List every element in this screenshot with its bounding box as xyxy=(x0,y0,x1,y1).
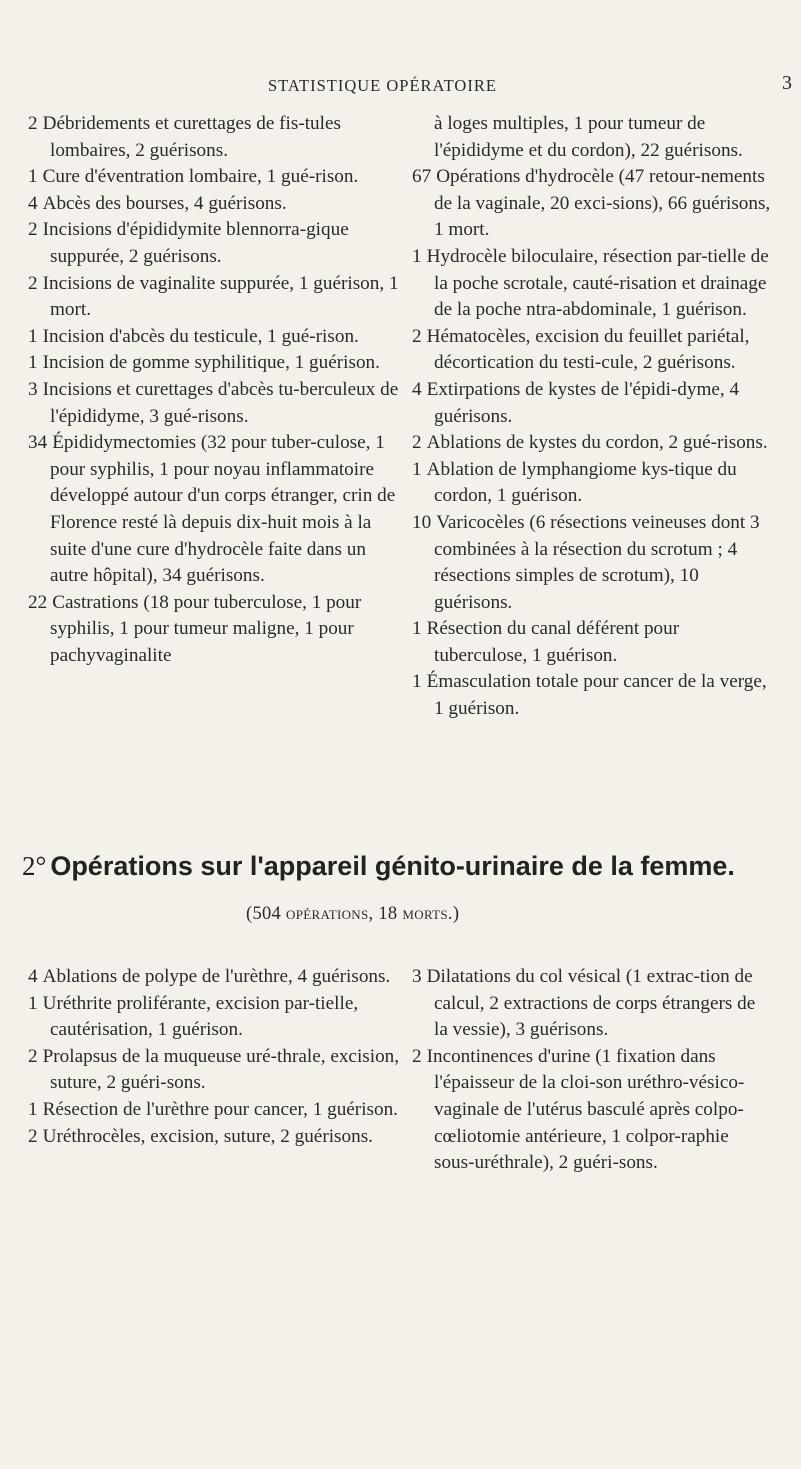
list-item: 1 Résection du canal déférent pour tuberculose, 1 guérison. xyxy=(412,618,680,666)
list-item: 3 Dilatations du col vésical (1 extrac-tion de calcul, 2 extractions de corps étrangers de la vessie), 3 guérisons. xyxy=(412,966,756,1041)
bottom-right-column xyxy=(412,964,772,1177)
list-item: 4 Extirpations de kystes de l'épidi-dyme, 4 guérisons. xyxy=(412,378,740,427)
list-item: 1 Émasculation totale pour cancer de la verge, 1 guérison. xyxy=(412,671,767,720)
list-item: 2 Uréthrocèles, excision, suture, 2 guérisons. xyxy=(28,1125,373,1147)
list-item: 34 Épididymectomies (32 pour tuber-culose, 1 pour syphilis, 1 pour noyau inflammatoire développé autour d'un corps étranger, crin de Florence resté là depuis dix-huit mois à la suite d'une cure d'hydrocèle faite dans un autre hôpital), 34 guérisons. xyxy=(28,432,396,587)
section-heading xyxy=(22,851,792,882)
list-item: 1 Incision d'abcès du testicule, 1 gué-rison. xyxy=(28,325,359,347)
list-item: 2 Incisions d'épididymite blennorra-gique suppurée, 2 guérisons. xyxy=(28,219,349,267)
top-right-column xyxy=(412,111,772,723)
list-item: 2 Incontinences d'urine (1 fixation dans l'épaisseur de la cloi-son uréthro-vésico-vaginale de l'utérus basculé après colpo-cœliotomie antérieure, 1 colpor-raphie sous-uréthrale), 2 guéri-sons. xyxy=(412,1045,745,1174)
section-ordinal: 2° xyxy=(22,851,47,881)
section-subtitle: (504 opérations, 18 morts.) xyxy=(246,904,460,924)
page-number: 3 xyxy=(782,72,792,94)
continuation-text: à loges multiples, 1 pour tumeur de l'épididyme et du cordon), 22 guérisons. xyxy=(434,113,743,161)
list-item: 2 Incisions de vaginalite suppurée, 1 guérison, 1 mort. xyxy=(28,272,399,321)
list-item: 22 Castrations (18 pour tuberculose, 1 pour syphilis, 1 pour tumeur maligne, 1 pour pachyvaginalite xyxy=(28,591,362,666)
list-item: 1 Incision de gomme syphilitique, 1 guérison. xyxy=(28,352,380,374)
list-item: 2 Ablations de kystes du cordon, 2 gué-risons. xyxy=(412,432,768,454)
list-item: 4 Abcès des bourses, 4 guérisons. xyxy=(28,192,287,214)
section-title: Opérations sur l'appareil génito-urinaire de la femme. xyxy=(50,851,735,881)
page-header xyxy=(0,72,801,106)
list-item: 1 Uréthrite proliférante, excision par-tielle, cautérisation, 1 guérison. xyxy=(28,992,359,1041)
list-item: 3 Incisions et curettages d'abcès tu-berculeux de l'épididyme, 3 gué-risons. xyxy=(28,378,399,427)
top-left-column xyxy=(28,111,402,669)
list-item: 1 Ablation de lymphangiome kys-tique du cordon, 1 guérison. xyxy=(412,458,737,507)
list-item: 2 Débridements et curettages de fis-tules lombaires, 2 guérisons. xyxy=(28,113,341,161)
list-item: 1 Hydrocèle biloculaire, résection par-tielle de la poche scrotale, cauté-risation et drainage de la poche ntra-abdominale, 1 guérison. xyxy=(412,245,769,321)
list-item: 4 Ablations de polype de l'urèthre, 4 guérisons. xyxy=(28,966,391,987)
list-item: 2 Prolapsus de la muqueuse uré-thrale, excision, suture, 2 guéri-sons. xyxy=(28,1045,400,1094)
list-item: 67 Opérations d'hydrocèle (47 retour-nements de la vaginale, 20 exci-sions), 66 guérisons, 1 mort. xyxy=(412,166,771,241)
bottom-left-column xyxy=(28,964,402,1150)
list-item: 10 Varicocèles (6 résections veineuses dont 3 combinées à la résection du scrotum ; 4 résections simples de scrotum), 10 guérisons. xyxy=(412,511,760,613)
running-title: STATISTIQUE OPÉRATOIRE xyxy=(268,76,497,95)
list-item: 1 Cure d'éventration lombaire, 1 gué-rison. xyxy=(28,166,359,188)
list-item: 2 Hématocèles, excision du feuillet pariétal, décortication du testi-cule, 2 guérisons. xyxy=(412,325,750,374)
list-item: 1 Résection de l'urèthre pour cancer, 1 guérison. xyxy=(28,1098,398,1120)
